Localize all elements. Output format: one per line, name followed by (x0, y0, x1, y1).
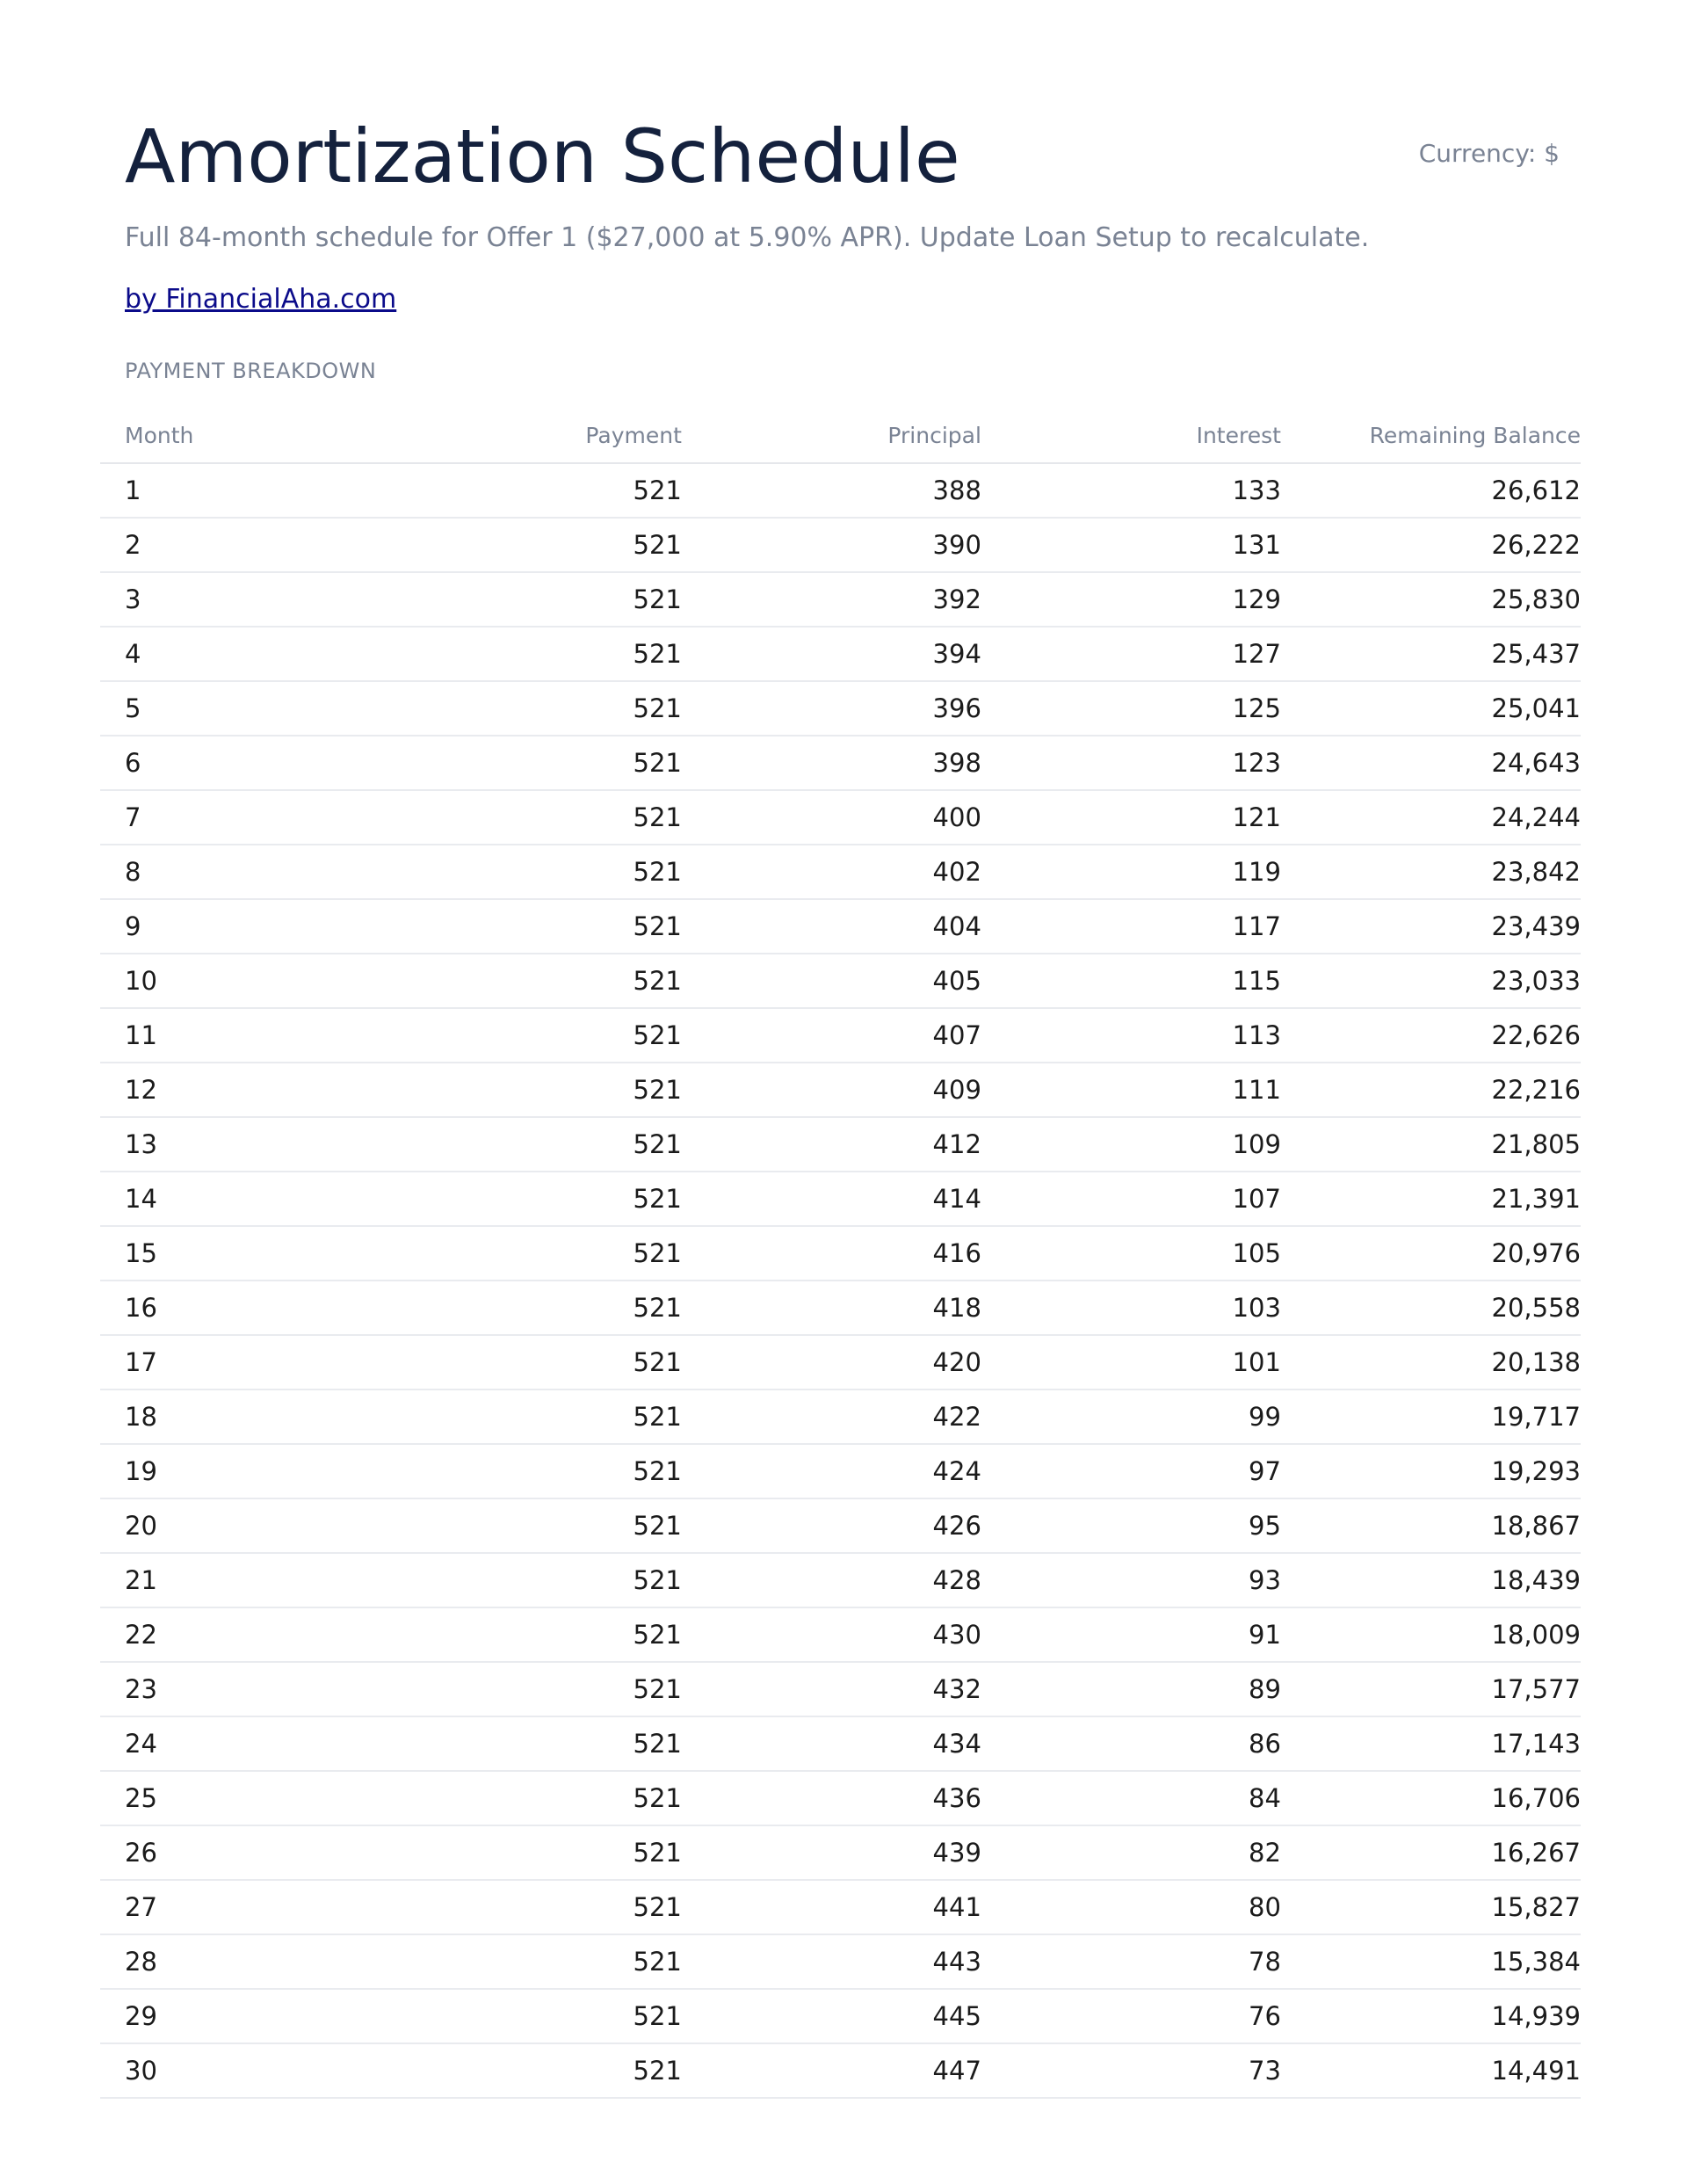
table-row (100, 1335, 1581, 1389)
cell-principal: 441 (682, 1880, 981, 1934)
cell-principal: 436 (682, 1771, 981, 1825)
cell-payment: 521 (382, 1771, 682, 1825)
cell-payment: 521 (382, 899, 682, 954)
cell-principal: 396 (682, 681, 981, 736)
cell-payment: 521 (382, 518, 682, 572)
table-header-row (100, 408, 1581, 463)
cell-principal: 412 (682, 1117, 981, 1172)
table-row (100, 1389, 1581, 1444)
table-row (100, 790, 1581, 845)
cell-remaining-balance: 23,033 (1281, 954, 1581, 1008)
cell-principal: 405 (682, 954, 981, 1008)
table-row (100, 954, 1581, 1008)
cell-principal: 434 (682, 1716, 981, 1771)
cell-interest: 107 (981, 1172, 1281, 1226)
table-row (100, 1281, 1581, 1335)
cell-payment: 521 (382, 627, 682, 681)
cell-principal: 420 (682, 1335, 981, 1389)
cell-payment: 521 (382, 954, 682, 1008)
cell-interest: 117 (981, 899, 1281, 954)
cell-interest: 121 (981, 790, 1281, 845)
table-row (100, 1444, 1581, 1498)
cell-remaining-balance: 18,867 (1281, 1498, 1581, 1553)
cell-remaining-balance: 23,842 (1281, 845, 1581, 899)
cell-month: 9 (100, 899, 382, 954)
cell-interest: 125 (981, 681, 1281, 736)
cell-remaining-balance: 18,439 (1281, 1553, 1581, 1607)
cell-remaining-balance: 17,577 (1281, 1662, 1581, 1716)
cell-principal: 388 (682, 463, 981, 518)
table-row (100, 1008, 1581, 1063)
cell-principal: 447 (682, 2043, 981, 2098)
cell-principal: 424 (682, 1444, 981, 1498)
cell-month: 18 (100, 1389, 382, 1444)
cell-principal: 430 (682, 1607, 981, 1662)
cell-month: 7 (100, 790, 382, 845)
column-header-payment: Payment (382, 408, 682, 463)
table-row (100, 1607, 1581, 1662)
cell-interest: 82 (981, 1825, 1281, 1880)
cell-remaining-balance: 24,643 (1281, 736, 1581, 790)
page-subtitle: Full 84-month schedule for Offer 1 ($27,000 at 5.90% APR). Update Loan Setup to recalculate. (125, 222, 1370, 253)
cell-month: 15 (100, 1226, 382, 1281)
cell-principal: 400 (682, 790, 981, 845)
cell-month: 17 (100, 1335, 382, 1389)
cell-interest: 80 (981, 1880, 1281, 1934)
table-row (100, 1825, 1581, 1880)
cell-remaining-balance: 15,384 (1281, 1934, 1581, 1989)
cell-payment: 521 (382, 1934, 682, 1989)
cell-interest: 101 (981, 1335, 1281, 1389)
cell-month: 3 (100, 572, 382, 627)
cell-payment: 521 (382, 1553, 682, 1607)
cell-interest: 95 (981, 1498, 1281, 1553)
cell-interest: 105 (981, 1226, 1281, 1281)
cell-month: 21 (100, 1553, 382, 1607)
cell-principal: 407 (682, 1008, 981, 1063)
cell-principal: 398 (682, 736, 981, 790)
table-row (100, 572, 1581, 627)
cell-interest: 84 (981, 1771, 1281, 1825)
cell-principal: 402 (682, 845, 981, 899)
cell-remaining-balance: 25,830 (1281, 572, 1581, 627)
cell-month: 2 (100, 518, 382, 572)
cell-payment: 521 (382, 1716, 682, 1771)
cell-payment: 521 (382, 1117, 682, 1172)
cell-interest: 99 (981, 1389, 1281, 1444)
table-row (100, 2043, 1581, 2098)
cell-remaining-balance: 22,626 (1281, 1008, 1581, 1063)
cell-remaining-balance: 16,267 (1281, 1825, 1581, 1880)
cell-interest: 123 (981, 736, 1281, 790)
cell-payment: 521 (382, 845, 682, 899)
cell-month: 29 (100, 1989, 382, 2043)
cell-payment: 521 (382, 1389, 682, 1444)
cell-month: 1 (100, 463, 382, 518)
cell-month: 27 (100, 1880, 382, 1934)
cell-principal: 422 (682, 1389, 981, 1444)
cell-month: 6 (100, 736, 382, 790)
cell-payment: 521 (382, 2043, 682, 2098)
cell-principal: 432 (682, 1662, 981, 1716)
table-body (100, 463, 1581, 2098)
cell-month: 23 (100, 1662, 382, 1716)
cell-payment: 521 (382, 463, 682, 518)
cell-month: 10 (100, 954, 382, 1008)
cell-remaining-balance: 19,717 (1281, 1389, 1581, 1444)
cell-interest: 76 (981, 1989, 1281, 2043)
cell-remaining-balance: 21,391 (1281, 1172, 1581, 1226)
cell-remaining-balance: 24,244 (1281, 790, 1581, 845)
cell-payment: 521 (382, 1498, 682, 1553)
cell-remaining-balance: 20,558 (1281, 1281, 1581, 1335)
cell-remaining-balance: 25,437 (1281, 627, 1581, 681)
cell-month: 25 (100, 1771, 382, 1825)
cell-principal: 409 (682, 1063, 981, 1117)
cell-remaining-balance: 25,041 (1281, 681, 1581, 736)
cell-remaining-balance: 15,827 (1281, 1880, 1581, 1934)
cell-interest: 109 (981, 1117, 1281, 1172)
cell-month: 19 (100, 1444, 382, 1498)
cell-interest: 119 (981, 845, 1281, 899)
table-row (100, 1716, 1581, 1771)
table-row (100, 1117, 1581, 1172)
table-row (100, 518, 1581, 572)
table-row (100, 463, 1581, 518)
cell-payment: 521 (382, 1063, 682, 1117)
table-row (100, 1662, 1581, 1716)
cell-month: 24 (100, 1716, 382, 1771)
cell-principal: 428 (682, 1553, 981, 1607)
cell-remaining-balance: 20,138 (1281, 1335, 1581, 1389)
cell-remaining-balance: 26,612 (1281, 463, 1581, 518)
cell-payment: 521 (382, 1008, 682, 1063)
cell-payment: 521 (382, 572, 682, 627)
table-row (100, 845, 1581, 899)
cell-principal: 418 (682, 1281, 981, 1335)
cell-month: 20 (100, 1498, 382, 1553)
cell-payment: 521 (382, 1880, 682, 1934)
table-row (100, 1771, 1581, 1825)
cell-payment: 521 (382, 1281, 682, 1335)
cell-payment: 521 (382, 1335, 682, 1389)
cell-remaining-balance: 14,491 (1281, 2043, 1581, 2098)
cell-principal: 443 (682, 1934, 981, 1989)
cell-interest: 91 (981, 1607, 1281, 1662)
cell-month: 30 (100, 2043, 382, 2098)
cell-interest: 133 (981, 463, 1281, 518)
cell-month: 14 (100, 1172, 382, 1226)
cell-principal: 390 (682, 518, 981, 572)
cell-interest: 89 (981, 1662, 1281, 1716)
cell-interest: 115 (981, 954, 1281, 1008)
cell-month: 11 (100, 1008, 382, 1063)
table-row (100, 681, 1581, 736)
table-row (100, 1989, 1581, 2043)
section-label: PAYMENT BREAKDOWN (125, 359, 377, 383)
cell-payment: 521 (382, 1825, 682, 1880)
cell-payment: 521 (382, 681, 682, 736)
cell-payment: 521 (382, 1989, 682, 2043)
cell-payment: 521 (382, 1444, 682, 1498)
cell-month: 13 (100, 1117, 382, 1172)
cell-month: 28 (100, 1934, 382, 1989)
cell-remaining-balance: 26,222 (1281, 518, 1581, 572)
cell-interest: 78 (981, 1934, 1281, 1989)
cell-month: 5 (100, 681, 382, 736)
cell-payment: 521 (382, 790, 682, 845)
amortization-table (100, 408, 1581, 2099)
cell-interest: 129 (981, 572, 1281, 627)
cell-principal: 414 (682, 1172, 981, 1226)
table-row (100, 1063, 1581, 1117)
table-row (100, 1934, 1581, 1989)
cell-interest: 111 (981, 1063, 1281, 1117)
column-header-interest: Interest (981, 408, 1281, 463)
table-row (100, 736, 1581, 790)
cell-month: 4 (100, 627, 382, 681)
cell-remaining-balance: 16,706 (1281, 1771, 1581, 1825)
table-row (100, 1498, 1581, 1553)
table-row (100, 1880, 1581, 1934)
cell-payment: 521 (382, 1607, 682, 1662)
cell-principal: 394 (682, 627, 981, 681)
cell-month: 22 (100, 1607, 382, 1662)
cell-month: 16 (100, 1281, 382, 1335)
cell-payment: 521 (382, 1226, 682, 1281)
table-row (100, 1553, 1581, 1607)
cell-remaining-balance: 19,293 (1281, 1444, 1581, 1498)
cell-payment: 521 (382, 1662, 682, 1716)
cell-interest: 113 (981, 1008, 1281, 1063)
column-header-remaining-balance: Remaining Balance (1281, 408, 1581, 463)
cell-principal: 445 (682, 1989, 981, 2043)
cell-principal: 439 (682, 1825, 981, 1880)
column-header-principal: Principal (682, 408, 981, 463)
currency-label: Currency: $ (1418, 139, 1560, 168)
page-title: Amortization Schedule (125, 113, 960, 200)
table-row (100, 1226, 1581, 1281)
cell-principal: 426 (682, 1498, 981, 1553)
cell-payment: 521 (382, 1172, 682, 1226)
cell-interest: 103 (981, 1281, 1281, 1335)
cell-remaining-balance: 23,439 (1281, 899, 1581, 954)
cell-payment: 521 (382, 736, 682, 790)
cell-interest: 127 (981, 627, 1281, 681)
cell-remaining-balance: 17,143 (1281, 1716, 1581, 1771)
cell-interest: 131 (981, 518, 1281, 572)
cell-interest: 86 (981, 1716, 1281, 1771)
cell-remaining-balance: 21,805 (1281, 1117, 1581, 1172)
cell-remaining-balance: 14,939 (1281, 1989, 1581, 2043)
cell-principal: 416 (682, 1226, 981, 1281)
cell-principal: 392 (682, 572, 981, 627)
column-header-month: Month (100, 408, 382, 463)
cell-interest: 73 (981, 2043, 1281, 2098)
cell-interest: 97 (981, 1444, 1281, 1498)
cell-remaining-balance: 20,976 (1281, 1226, 1581, 1281)
cell-remaining-balance: 18,009 (1281, 1607, 1581, 1662)
cell-month: 26 (100, 1825, 382, 1880)
table-row (100, 899, 1581, 954)
table-row (100, 627, 1581, 681)
cell-month: 8 (100, 845, 382, 899)
cell-remaining-balance: 22,216 (1281, 1063, 1581, 1117)
cell-principal: 404 (682, 899, 981, 954)
byline-link[interactable]: by FinancialAha.com (125, 284, 397, 315)
cell-month: 12 (100, 1063, 382, 1117)
cell-interest: 93 (981, 1553, 1281, 1607)
table-row (100, 1172, 1581, 1226)
